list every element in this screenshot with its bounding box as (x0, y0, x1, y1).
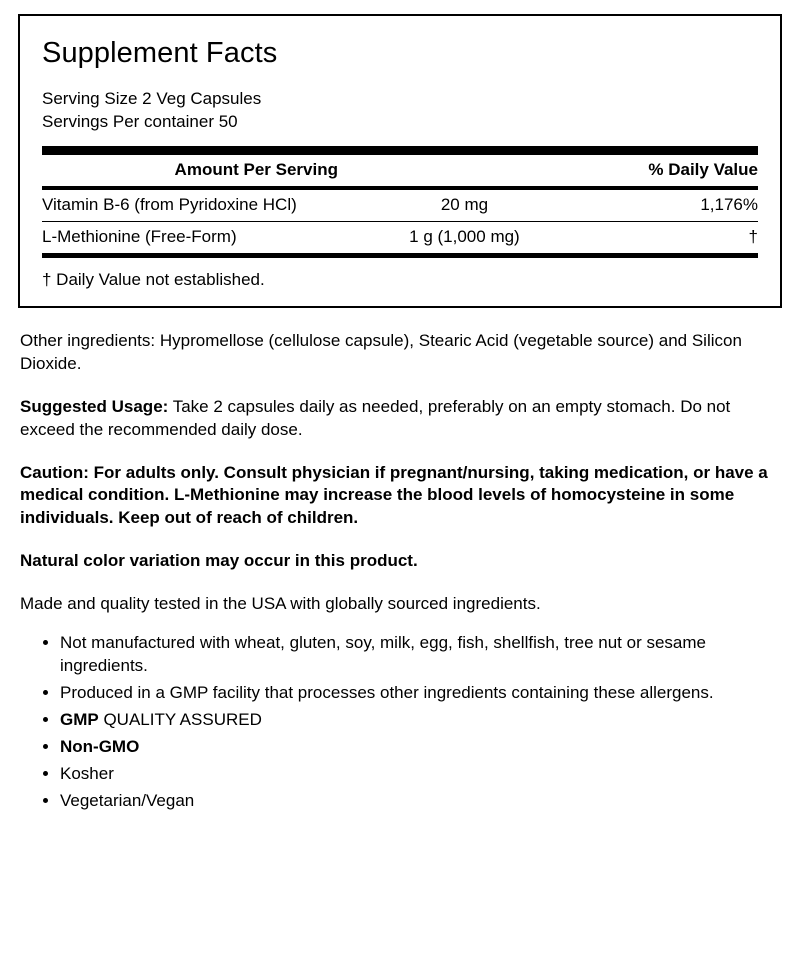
nutrient-daily-value: † (572, 221, 758, 253)
nutrition-rows (42, 190, 758, 253)
table-row (42, 190, 758, 222)
nutrient-amount: 20 mg (440, 194, 489, 214)
made-in-usa-note: Made and quality tested in the USA with globally sourced ingredients. (20, 594, 541, 614)
list-item-text: Not manufactured with wheat, gluten, soy, milk, egg, fish, shellfish, tree nut or sesame ingredients. (60, 633, 706, 676)
nutrition-table (42, 155, 758, 186)
panel-rule-thick (42, 146, 758, 155)
list-item (60, 632, 780, 678)
supplement-facts-panel (18, 14, 782, 308)
list-item (60, 763, 780, 786)
list-item-bold: Non-GMO (60, 736, 140, 756)
suggested-usage-text: Take 2 capsules daily as needed, preferably on an empty stomach. Do not exceed the recommended daily dose. (20, 396, 731, 439)
nutrient-name: L-Methionine (Free-Form) (42, 221, 357, 253)
list-item (60, 682, 780, 705)
suggested-usage (20, 396, 780, 442)
caution-note: Caution: For adults only. Consult physician if pregnant/nursing, taking medication, or have a medical condition. L-Methionine may increase the blood levels of homocysteine in some individuals. Keep out of reach of children. (20, 462, 768, 528)
servings-per-container: Servings Per container 50 (42, 111, 238, 131)
nutrient-daily-value: 1,176% (700, 194, 758, 214)
table-header-row (42, 155, 758, 186)
header-amount-per-serving: Amount Per Serving (174, 159, 338, 179)
body-copy (16, 330, 784, 813)
nutrient-amount: 1 g (1,000 mg) (357, 221, 572, 253)
nutrient-name: Vitamin B-6 (from Pyridoxine HCl) (42, 194, 297, 214)
list-item-text: Kosher (60, 763, 114, 783)
list-item (60, 790, 780, 813)
list-item-text: Produced in a GMP facility that processes other ingredients containing these allergens. (60, 683, 714, 703)
suggested-usage-label: Suggested Usage: (20, 396, 169, 416)
natural-color-note: Natural color variation may occur in this product. (20, 551, 418, 571)
list-item-text: Vegetarian/Vegan (60, 790, 195, 810)
list-item-bold: GMP (60, 710, 99, 730)
daily-value-footnote: † Daily Value not established. (42, 269, 265, 289)
header-daily-value: % Daily Value (648, 159, 758, 179)
claims-list (20, 632, 780, 813)
list-item (60, 709, 780, 732)
list-item (60, 736, 780, 759)
table-row (42, 221, 758, 253)
other-ingredients: Other ingredients: Hypromellose (cellulose capsule), Stearic Acid (vegetable source) and Silicon Dioxide. (20, 330, 742, 373)
list-item-text: QUALITY ASSURED (98, 710, 262, 730)
serving-size: Serving Size 2 Veg Capsules (42, 88, 262, 108)
panel-title: Supplement Facts (42, 37, 278, 69)
